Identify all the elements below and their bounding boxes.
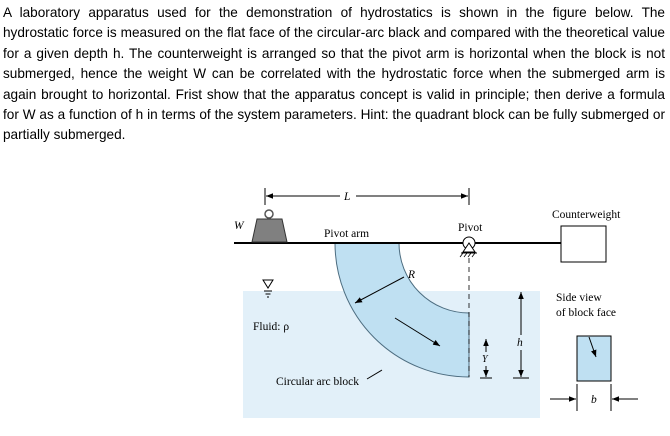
side-view-label-line1: Side view: [556, 292, 602, 304]
fluid-label: Fluid: ρ: [253, 321, 290, 333]
block-label: Circular arc block: [276, 376, 360, 388]
counterweight-box: [561, 226, 606, 262]
side-view-face: [577, 336, 611, 381]
side-view-label-line2: of block face: [556, 307, 617, 319]
weight-block: [252, 219, 287, 242]
radius-label: R: [408, 269, 416, 281]
pivot-label: Pivot: [458, 222, 483, 234]
counterweight-label: Counterweight: [552, 209, 621, 221]
pivot-symbol: [460, 237, 477, 257]
width-label: b: [591, 394, 597, 406]
weight-label: W: [234, 220, 244, 232]
y-label: Y: [482, 354, 488, 365]
problem-statement: A laboratory apparatus used for the demonstration of hydrostatics is shown in the figure below. The hydrostatic force is measured on the flat face of the circular-arc black and compared with the theoretical value for a given depth h. The counterweight is arranged so that the pivot arm is horizontal when the block is not submerged, hence the weight W can be correlated with the hydrostatic force when the submerged arm is again brought to horizontal. Frist show that the apparatus concept is valid in principle; then derive a formula for W as a function of h in terms of the system parameters. Hint: the quadrant block can be fully submerged or partially submerged.: [3, 5, 665, 143]
pivot-arm-label: Pivot arm: [324, 228, 370, 240]
depth-label: h: [517, 337, 523, 349]
weight-hook: [265, 210, 273, 218]
length-label: L: [344, 191, 351, 203]
